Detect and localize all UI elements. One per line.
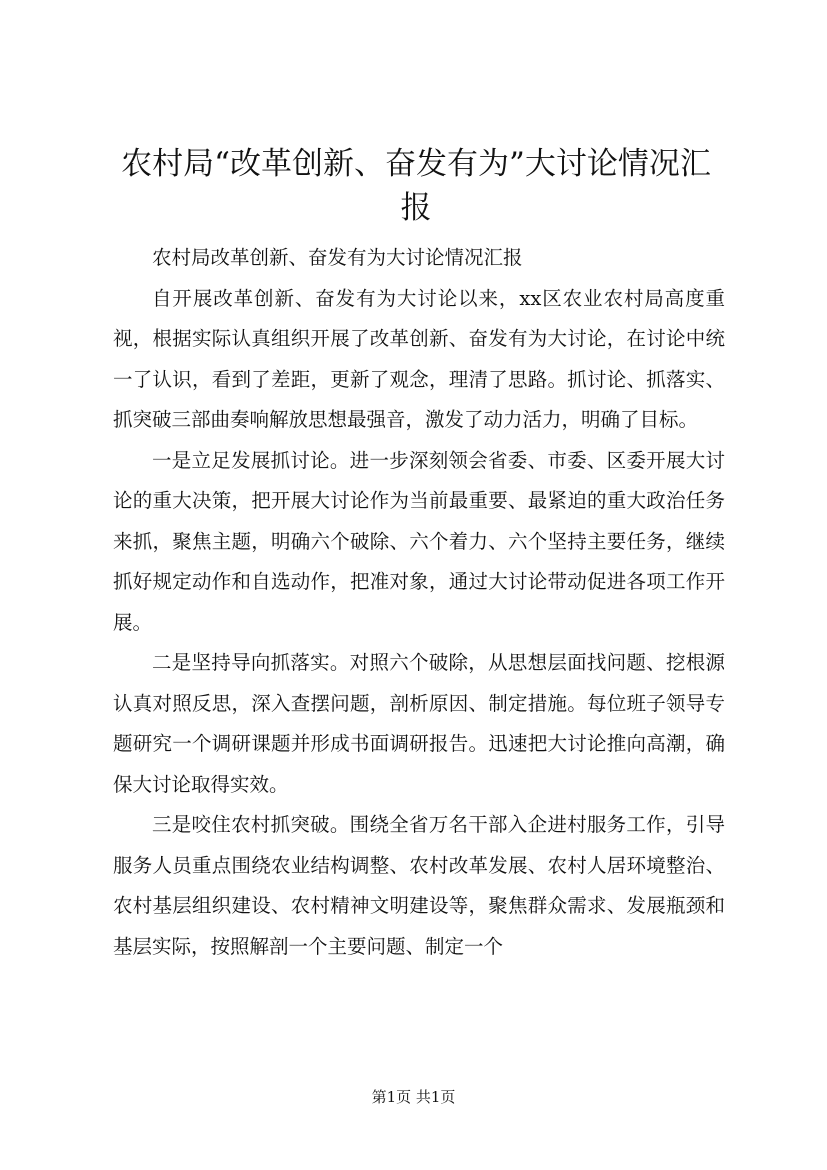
body-paragraph-point-3: 三是咬住农村抓突破。围绕全省万名干部入企进村服务工作，引导服务人员重点围绕农业结构调整、农村改革发展、农村人居环境整治、农村基层组织建设、农村精神文明建设等，聚焦群众需求、发展瓶颈和基层实际，按照解剖一个主要问题、制定一个	[113, 813, 725, 958]
body-paragraph-point-1: 一是立足发展抓讨论。进一步深刻领会省委、市委、区委开展大讨论的重大决策，把开展大讨论作为当前最重要、最紧迫的重大政治任务来抓，聚焦主题，明确六个破除、六个着力、六个坚持主要任务，继续抓好规定动作和自选动作，把准对象，通过大讨论带动促进各项工作开展。	[113, 448, 725, 634]
document-title	[96, 142, 736, 230]
title-line-2: 报	[400, 190, 432, 226]
page-number: 第1页 共1页	[371, 1088, 456, 1106]
body-paragraph-intro: 自开展改革创新、奋发有为大讨论以来，xx区农业农村局高度重视，根据实际认真组织开展了改革创新、奋发有为大讨论，在讨论中统一了认识，看到了差距，更新了观念，理清了思路。抓讨论、抓落实、抓突破三部曲奏响解放思想最强音，激发了动力活力，明确了目标。	[113, 286, 725, 431]
body-paragraph-point-2: 二是坚持导向抓落实。对照六个破除，从思想层面找问题、挖根源认真对照反思，深入查摆问题，剖析原因、制定措施。每位班子领导专题研究一个调研课题并形成书面调研报告。迅速把大讨论推向高潮，确保大讨论取得实效。	[113, 651, 725, 796]
title-line-1: 农村局“改革创新、奋发有为”大讨论情况汇	[121, 146, 711, 182]
document-body	[113, 238, 725, 967]
page-footer	[0, 1087, 827, 1107]
body-paragraph-subtitle: 农村局改革创新、奋发有为大讨论情况汇报	[152, 246, 523, 269]
